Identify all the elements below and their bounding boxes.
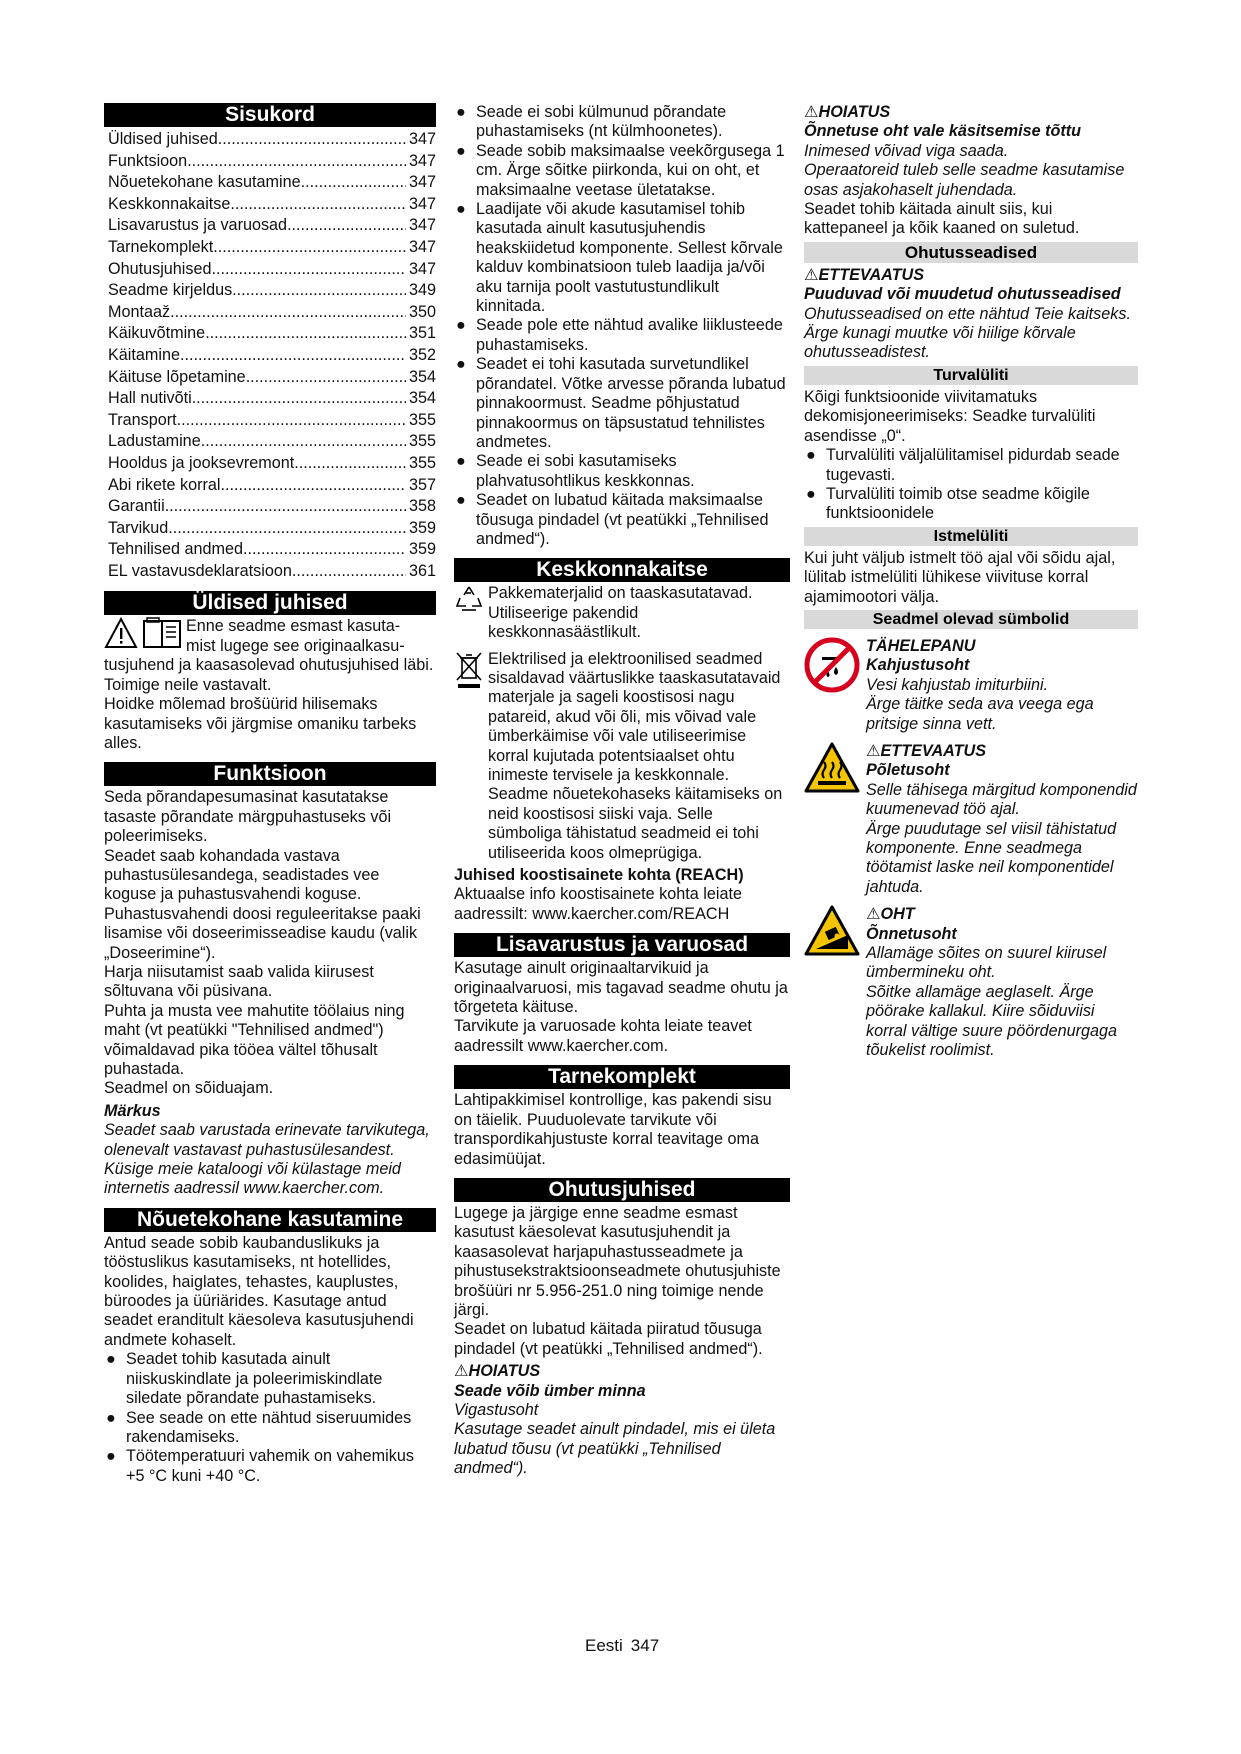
- general-keep: Hoidke mõlemad brošüürid hilisemaks kasutamiseks või järgmise omaniku tarbeks alles.: [104, 695, 417, 752]
- safety-p1: Lugege ja järgige enne seadme esmast kasutust käesolevat kasutusjuhendit ja kaasasolevat harjapuhastusseadmete ja pihustusekstraktsioonseadmete ohutusjuhiste brošüüri nr 5.956-251.0 ning toimige nende järgi.: [454, 1203, 781, 1319]
- toc-entry: [104, 539, 436, 561]
- general-intro-line2: mist lugege see originaalkasu-: [186, 636, 405, 655]
- toc-entry-page: 358: [408, 497, 436, 516]
- toc-entry-page: 361: [408, 561, 436, 580]
- toc-entry: [104, 475, 436, 497]
- function-heading: Funktsioon: [104, 762, 436, 786]
- safety-warning-title: Seade võib ümber minna: [454, 1381, 646, 1400]
- toc-leader-dots: [170, 302, 406, 324]
- toc-entry-page: 349: [408, 281, 436, 300]
- weee-block: [454, 650, 790, 863]
- list-item: ● Seade sobib maksimaalse veekõrgusega 1 cm. Ärge sõitke piirkonda, kui on oht, et maksimaalne veetase ületatakse.: [456, 141, 785, 199]
- toc-entry-page: 355: [408, 432, 436, 451]
- toc-entry-page: 357: [408, 475, 436, 494]
- toc-entry-page: 355: [408, 453, 436, 472]
- symbol-item: [804, 742, 1138, 897]
- toc-entry: [104, 129, 436, 151]
- safety-warning2-title: Õnnetuse oht vale käsitsemise tõttu: [804, 122, 1082, 141]
- general-heading: Üldised juhised: [104, 591, 436, 615]
- toc-heading: Sisukord: [104, 103, 436, 127]
- toc-entry-title: Tehnilised andmed: [108, 540, 243, 559]
- toc-leader-dots: [205, 323, 406, 345]
- toc-entry-page: 350: [408, 302, 436, 321]
- toc-entry-page: 347: [408, 259, 436, 278]
- environment-heading: Keskkonnakaitse: [454, 558, 790, 582]
- footer-page-number: 347: [630, 1636, 660, 1655]
- toc-entry: [104, 280, 436, 302]
- symbol-text: Selle tähisega märgitud komponendid kuumenevad töö ajal.: [866, 780, 1137, 819]
- toc-entry-title: Ohutusjuhised: [108, 259, 212, 278]
- manual-book-icon: [142, 617, 182, 656]
- list-item: ● Turvalüliti toimib otse seadme kõigile funktsioonidele: [806, 484, 1090, 523]
- intended-heading: Nõuetekohane kasutamine: [104, 1208, 436, 1232]
- toc-entry: [104, 410, 436, 432]
- toc-entry: [104, 388, 436, 410]
- toc-entry-page: 347: [408, 194, 436, 213]
- safety-devices-text: Ohutusseadised on ette nähtud Teie kaitseks. Ärge kunagi muutke või hiilige kõrvale ohutusseadistest.: [804, 304, 1131, 362]
- seat-switch-heading: Istmelüliti: [804, 527, 1138, 546]
- toc-entry: [104, 367, 436, 389]
- column-3: [804, 103, 1138, 1060]
- toc-entry: [104, 215, 436, 237]
- function-p1: Seda põrandapesumasinat kasutatakse tasaste põrandate märgpuhastuseks või poleerimiseks.: [104, 788, 392, 846]
- toc-entry: [104, 194, 436, 216]
- symbol-title: Kahjustusoht: [866, 656, 970, 675]
- toc-entry-page: 355: [408, 410, 436, 429]
- toc-leader-dots: [243, 539, 406, 561]
- safety-devices-heading: Ohutusseadised: [804, 242, 1138, 263]
- safety-switch-bullets: [804, 446, 1138, 524]
- symbol-item: [804, 637, 1138, 734]
- symbol-label: ⚠OHT: [866, 905, 915, 924]
- toc-leader-dots: [230, 194, 406, 216]
- safety-warning2-label: ⚠HOIATUS: [804, 103, 891, 121]
- symbol-label: TÄHELEPANU: [866, 636, 976, 655]
- toc-leader-dots: [294, 453, 406, 475]
- toc-entry: [104, 237, 436, 259]
- toc-leader-dots: [220, 475, 406, 497]
- toc-list: [104, 129, 436, 582]
- toc-entry-page: 352: [408, 345, 436, 364]
- toc-entry-page: 354: [408, 389, 436, 408]
- function-p4: Puhta ja musta vee mahutite töölaius ning maht (vt peatükki "Tehnilised andmed") võimaldavad pika tööea vältel tõhusalt puhastada.: [104, 1001, 405, 1078]
- toc-entry-page: 347: [408, 237, 436, 256]
- toc-entry-page: 359: [408, 540, 436, 559]
- safety-warning-label: ⚠HOIATUS: [454, 1362, 541, 1381]
- toc-leader-dots: [246, 367, 406, 389]
- toc-entry-title: Funktsioon: [108, 151, 188, 170]
- toc-entry: [104, 323, 436, 345]
- symbol-item: [804, 905, 1138, 1060]
- toc-leader-dots: [187, 151, 406, 173]
- toc-entry-title: Ladustamine: [108, 432, 201, 451]
- environment-recycle: Pakkematerjalid on taaskasutatavad. Utiliseerige pakendid keskkonnasäästlikult.: [488, 584, 753, 642]
- toc-leader-dots: [287, 215, 406, 237]
- toc-entry-page: 354: [408, 367, 436, 386]
- toc-entry-page: 347: [408, 130, 436, 148]
- function-note-label: Märkus: [104, 1101, 161, 1120]
- safety-devices-title: Puuduvad või muudetud ohutusseadised: [804, 285, 1121, 304]
- toc-entry-page: 351: [408, 324, 436, 343]
- toc-entry-title: Käikuvõtmine: [108, 324, 206, 343]
- toc-leader-dots: [292, 561, 406, 583]
- toc-entry: [104, 453, 436, 475]
- toc-entry: [104, 561, 436, 583]
- toc-leader-dots: [218, 129, 406, 151]
- footer-language: Eesti: [585, 1636, 623, 1655]
- toc-entry-page: 347: [408, 173, 436, 192]
- toc-entry-title: Tarvikud: [108, 518, 169, 537]
- toc-entry: [104, 302, 436, 324]
- recycle-block: [454, 584, 790, 642]
- safety-p2: Seadet on lubatud käitada piiratud tõusuga pindadel (vt peatükki „Tehnilised andmed“).: [454, 1320, 763, 1358]
- toc-leader-dots: [192, 388, 406, 410]
- list-item: ● See seade on ette nähtud siseruumides rakendamiseks.: [106, 1408, 412, 1446]
- toc-leader-dots: [180, 345, 406, 367]
- toc-entry: [104, 345, 436, 367]
- no-water-icon: [804, 637, 862, 734]
- toc-leader-dots: [165, 496, 406, 518]
- toc-leader-dots: [201, 431, 406, 453]
- toc-entry-page: 347: [408, 151, 436, 170]
- safety-switch-heading: Turvalüliti: [804, 366, 1138, 385]
- function-p5: Seadmel on sõiduajam.: [104, 1079, 274, 1098]
- symbol-text: Ärge täitke seda ava veega ega pritsige sinna vett.: [866, 695, 1094, 733]
- accessories-p2: Tarvikute ja varuosade kohta leiate teavet aadressilt www.kaercher.com.: [454, 1017, 752, 1055]
- toc-entry: [104, 496, 436, 518]
- warning-triangle-icon: [104, 617, 138, 656]
- intended-bullets: [104, 1350, 436, 1486]
- intended-bullets-continued: [454, 103, 790, 549]
- scope-heading: Tarnekomplekt: [454, 1065, 790, 1089]
- general-intro-block: [104, 617, 436, 656]
- toc-entry-title: Seadme kirjeldus: [108, 281, 233, 300]
- safety-switch-p1: Kõigi funktsioonide viivitamatuks dekomisjoneerimiseks: Seadke turvalüliti asendisse „0“.: [804, 387, 1096, 445]
- general-intro-rest: tusjuhend ja kaasasolevad ohutusjuhised läbi. Toimige neile vastavalt.: [104, 656, 434, 694]
- toc-leader-dots: [212, 259, 406, 281]
- symbol-title: Põletusoht: [866, 761, 950, 780]
- toc-entry-title: Montaaž: [108, 302, 171, 321]
- toc-entry-title: Käituse lõpetamine: [108, 367, 246, 386]
- toc-leader-dots: [168, 518, 406, 540]
- safety-warning2-sub: Inimesed võivad viga saada.: [804, 141, 1009, 160]
- accessories-p1: Kasutage ainult originaaltarvikuid ja originaalvaruosi, mis tagavad seadme ohutu ja tõrgeteta käituse.: [454, 959, 788, 1017]
- list-item: ● Seadet tohib kasutada ainult niiskuskindlate ja poleerimiskindlate siledate põrandate puhastamiseks.: [106, 1350, 383, 1408]
- toc-entry-title: Keskkonnakaitse: [108, 194, 231, 213]
- accessories-heading: Lisavarustus ja varuosad: [454, 933, 790, 957]
- symbols-heading: Seadmel olevad sümbolid: [804, 610, 1138, 629]
- list-item: ● Seade ei sobi kasutamiseks plahvatusohtlikus keskkonnas.: [456, 452, 695, 490]
- symbol-text: Sõitke allamäge aeglaselt. Ärge pöörake kallakul. Kiire sõiduviisi korral vältige suure pöördenurgaga tõukelist roolimist.: [866, 982, 1118, 1060]
- hot-surface-icon: [804, 742, 862, 897]
- function-p3: Harja niisutamist saab valida kiirusest sõltuvana või püsivana.: [104, 962, 374, 1001]
- function-p2: Seadet saab kohandada vastava puhastusülesandega, seadistades vee koguse ja puhastusvahendi koguse. Puhastusvahendi doosi reguleeritakse paaki lisamise või doseerimisseadise kaudu (valik „Doseerimine“).: [104, 846, 421, 962]
- toc-entry-title: Lisavarustus ja varuosad: [108, 216, 288, 235]
- seat-switch-p1: Kui juht väljub istmelt töö ajal või sõidu ajal, lülitab istmelüliti lühikese viivituse korral ajamimootori välja.: [804, 548, 1116, 606]
- symbol-text: Ärge puudutage sel viisil tähistatud komponente. Enne seadmega töötamist laske neil komponentidel jahtuda.: [866, 819, 1117, 896]
- symbol-title: Õnnetusoht: [866, 924, 957, 943]
- toc-entry: [104, 172, 436, 194]
- list-item: ● Seade ei sobi külmunud põrandate puhastamiseks (nt külmhoonetes).: [456, 103, 727, 141]
- environment-reach-text: Aktuaalse info koostisainete kohta leiate aadressilt: www.kaercher.com/REACH: [454, 885, 742, 923]
- safety-p3: Seadet tohib käitada ainult siis, kui kattepaneel ja kõik kaaned on suletud.: [804, 200, 1080, 238]
- safety-heading: Ohutusjuhised: [454, 1178, 790, 1202]
- toc-entry-title: Transport: [108, 410, 177, 429]
- recycle-icon: [454, 584, 484, 642]
- symbol-text: Allamäge sõites on suurel kiirusel ümbermineku oht.: [866, 944, 1107, 982]
- toc-entry-title: Käitamine: [108, 345, 180, 364]
- environment-reach-label: Juhised koostisainete kohta (REACH): [454, 866, 744, 885]
- toc-entry: [104, 259, 436, 281]
- safety-devices-label: ⚠ETTEVAATUS: [804, 265, 925, 284]
- toc-entry-title: Abi rikete korral: [108, 475, 221, 494]
- toc-entry-title: Tarnekomplekt: [108, 237, 214, 256]
- page-footer: [585, 1636, 667, 1655]
- scope-p1: Lahtipakkimisel kontrollige, kas pakendi sisu on täielik. Puuduolevate tarvikute või transpordikahjustuste korral teavitage oma edasimüüjat.: [454, 1091, 772, 1168]
- list-item: ● Turvalüliti väljalülitamisel pidurdab seade tugevasti.: [806, 446, 1120, 484]
- toc-entry: [104, 518, 436, 540]
- toc-entry-title: Nõuetekohane kasutamine: [108, 173, 301, 192]
- toc-entry: [104, 151, 436, 173]
- toc-leader-dots: [232, 280, 406, 302]
- symbol-label: ⚠ETTEVAATUS: [866, 741, 987, 760]
- list-item: ● Töötemperatuuri vahemik on vahemikus +5 °C kuni +40 °C.: [106, 1447, 414, 1485]
- toc-entry-title: EL vastavusdeklaratsioon: [108, 561, 292, 580]
- environment-weee: Elektrilised ja elektroonilised seadmed sisaldavad väärtuslikke taaskasutatavaid materjale ja sageli koostisosi nagu patareid, akud või õli, mis võivad vale ümberkäimise või vale utiliseerimise korral kujutada potentsiaalset ohtu inimeste tervisele ja keskkonnale. Seadme nõuetekohaseks käitamiseks on neid koostisosi siiski vaja. Selle sümboliga tähistatud seadmeid ei tohi utiliseerida koos olmeprügiga.: [488, 649, 783, 862]
- tipping-hazard-icon: [804, 905, 862, 1060]
- list-item: ● Seadet ei tohi kasutada survetundlikel põrandatel. Võtke arvesse põranda lubatud pinnakoormust. Seadme põhjustatud pinnakoormus on täpsustatud tehnilistes andmetes.: [456, 355, 786, 451]
- safety-warning2-text: Operaatoreid tuleb selle seadme kasutamise osas asjakohaselt juhendada.: [804, 161, 1125, 199]
- toc-entry-page: 347: [408, 216, 436, 235]
- column-1: [104, 103, 436, 1486]
- toc-leader-dots: [177, 410, 406, 432]
- general-intro-line1: Enne seadme esmast kasuta-: [186, 617, 401, 636]
- crossed-bin-icon: [454, 650, 484, 863]
- toc-leader-dots: [301, 172, 406, 194]
- toc-entry-title: Hall nutivõti: [108, 389, 192, 408]
- toc-entry-title: Garantii: [108, 497, 165, 516]
- function-note-text: Seadet saab varustada erinevate tarvikutega, olenevalt vastavast puhastusülesandest. Küsige meie kataloogi või külastage meid internetis aadressil www.kaercher.com.: [104, 1121, 430, 1198]
- symbol-text: Vesi kahjustab imiturbiini.: [866, 675, 1049, 694]
- toc-entry-title: Hooldus ja jooksevremont: [108, 453, 295, 472]
- intended-p1: Antud seade sobib kaubanduslikuks ja tööstuslikus kasutamiseks, nt hotellides, koolides, haiglates, tehastes, kauplustes, büroodes ja üüriärides. Kasutage antud seadet eranditult käesoleva kasutusjuhendi andmete kohaselt.: [104, 1233, 414, 1349]
- list-item: ● Seade pole ette nähtud avalike liiklusteede puhastamiseks.: [456, 316, 783, 354]
- toc-entry-title: Üldised juhised: [108, 130, 218, 148]
- safety-warning-sub: Vigastusoht: [454, 1400, 539, 1419]
- column-2: [454, 103, 790, 1479]
- toc-entry: [104, 431, 436, 453]
- list-item: ● Laadijate või akude kasutamisel tohib kasutada ainult kasutusjuhendis heakskiidetud komponente. Sellest kõrvale kalduv kombinatsioon tuleb laadija ja/või aku tarnija poolt vastutustundlikult kinnitada.: [456, 200, 783, 316]
- list-item: ● Seadet on lubatud käitada maksimaalse tõusuga pindadel (vt peatükki „Tehnilised andmed“).: [456, 491, 769, 548]
- toc-leader-dots: [213, 237, 406, 259]
- safety-warning-text: Kasutage seadet ainult pindadel, mis ei ületa lubatud tõusu (vt peatükki „Tehnilised andmed“).: [454, 1420, 776, 1478]
- toc-entry-page: 359: [408, 518, 436, 537]
